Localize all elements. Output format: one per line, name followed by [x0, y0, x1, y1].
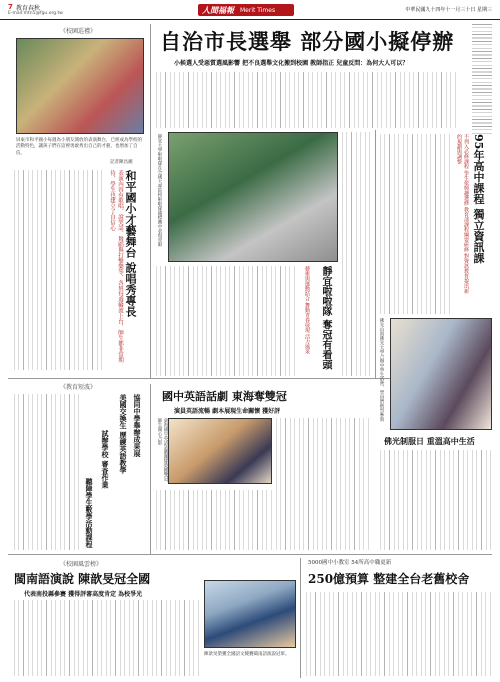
article-subhead: 演員英語流暢 劇本展現生命關懷 獲好評 — [174, 408, 281, 415]
column-divider — [150, 384, 151, 554]
article-headline: 佛光制服日 重溫高中生活 — [384, 436, 475, 446]
article-headline: 靜宜啦啦隊 奪冠有看頭 — [320, 266, 331, 370]
main-subhead: 小候選人受惡質選風影響 把不良選舉文化搬到校園 教師指正 兒童反問：為何大人可以？ — [174, 60, 409, 67]
section-kicker: 《校園巡禮》 — [60, 28, 97, 35]
masthead-chinese: 人間福報 — [202, 4, 234, 15]
brief-headline: 協同中學舉辦成果展 — [133, 394, 142, 457]
section-name: 教育春秋 — [16, 5, 41, 12]
brief-headline: 美國交換生 歷練英語教學 — [119, 394, 128, 474]
publication-date: 中華民國九十四年十一月三十日 星期三 — [405, 7, 492, 13]
main-headline: 自治市長選舉 部分國小擬停辦 — [160, 29, 455, 54]
article-body-text — [156, 266, 298, 376]
row-divider — [8, 554, 492, 555]
article-subhead: 代表南投縣參賽 獲得評審高度肯定 為校爭光 — [24, 591, 143, 598]
photo-caption: 東海國中英語話劇團隊榮獲雙冠，師生開心合影 — [157, 418, 168, 486]
photo-caption: 陳歆旻榮獲全國語文競賽閩南語演說冠軍。 — [204, 652, 290, 657]
section-kicker: 《教育短波》 — [60, 384, 97, 391]
article-body-text — [380, 134, 452, 314]
students-photo — [390, 318, 492, 430]
student-portrait-photo — [204, 580, 296, 648]
article-body-text — [342, 132, 372, 376]
article-deck: 藝術與運動結合 舞動青春展現 活力風采 — [304, 266, 310, 355]
article-body-text — [306, 592, 492, 676]
article-body-text — [156, 72, 458, 128]
column-divider — [150, 24, 151, 378]
column-divider — [375, 130, 376, 378]
article-headline: 閩南語演說 陳歆旻冠全國 — [14, 572, 151, 586]
reporter-credit: 記者陳昌湘 — [110, 160, 133, 165]
article-body-text — [14, 600, 200, 676]
brief-headline: 聽障學生數學活動課程 — [85, 478, 94, 548]
article-headline: 和平國小才藝舞台 說唱秀專長 — [124, 170, 137, 317]
brief-headline: 試辦學校 審查作業 — [101, 430, 110, 489]
article-headline: 國中英語話劇 東海奪雙冠 — [162, 390, 287, 403]
photo-caption: 佛光山與佛光大學合辦中學生活營，學員們熱烈參與 — [379, 318, 384, 422]
column-divider — [300, 558, 301, 678]
article-body-text — [14, 394, 80, 550]
article-body-text — [380, 450, 492, 550]
article-kicker: 5000國中小教室 54所高中職更新 — [308, 560, 392, 566]
news-photo — [16, 38, 144, 134]
drama-team-photo — [168, 418, 272, 484]
article-deck: 不列入必修課程 學生依興趣選修 教育部課程綱要研修 對資訊教育提出新的規劃與調整 — [456, 134, 469, 294]
photo-caption: 屏東市和平國小每週為小朋友開放的表演舞台，已經成為學校的活動特色，讓孩子們在這裡勇敢秀出自己的才藝，也增加了自信。 — [16, 138, 142, 156]
article-body-text — [276, 418, 372, 550]
article-body-text — [472, 24, 492, 134]
article-body-text — [156, 490, 272, 550]
photo-caption: 靜宜大學啦啦隊在全國大專院校啦啦隊錦標賽中表現亮眼 — [157, 134, 162, 247]
article-headline: 95年高中課程 獨立資訊課 — [472, 134, 485, 264]
email-address: E-mail:mtn5@fgu.org.tw — [8, 11, 63, 16]
masthead-english: Merit Times — [240, 6, 276, 14]
article-headline: 250億預算 整建全台老舊校舍 — [308, 572, 470, 586]
section-kicker: 《校園風雲榜》 — [60, 561, 103, 568]
masthead-logo — [198, 4, 294, 16]
article-deck: 表演內容有歌唱、說笑話、舞蹈與打擊樂等，各班每週輪流上台，師生都非常期待，學生也建立了自信心 — [109, 170, 123, 363]
page-number: 7 — [8, 3, 13, 11]
article-body-text — [14, 170, 104, 370]
cheerleading-photo — [168, 132, 338, 262]
